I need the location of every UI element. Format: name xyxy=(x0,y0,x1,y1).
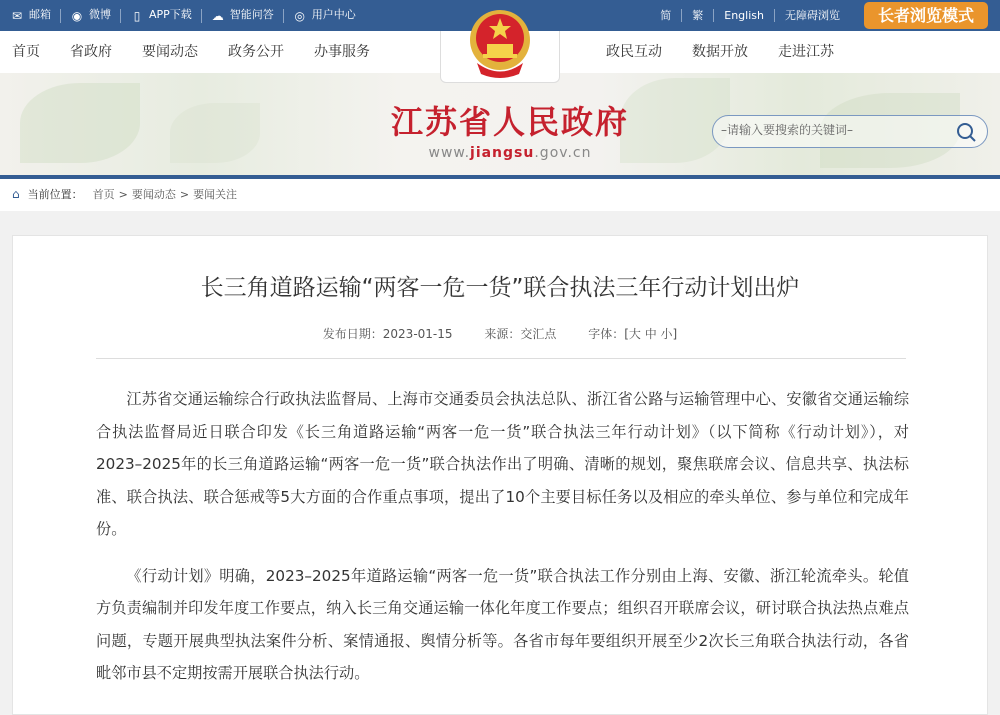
article-body xyxy=(96,383,909,690)
simplified-link[interactable]: 简 xyxy=(650,9,682,22)
weibo-icon: ◉ xyxy=(71,8,83,23)
nav-home[interactable]: 首页 xyxy=(12,43,40,60)
search-input[interactable] xyxy=(721,123,941,137)
breadcrumb-home[interactable]: 首页 xyxy=(92,187,115,201)
breadcrumb-focus[interactable]: 要闻关注 xyxy=(193,187,238,201)
search-box xyxy=(712,115,988,148)
nav-about-jiangsu[interactable]: 走进江苏 xyxy=(778,43,834,60)
traditional-link[interactable]: 繁 xyxy=(682,9,714,22)
breadcrumb-separator: > xyxy=(118,187,128,201)
title-divider xyxy=(96,358,906,359)
header-banner xyxy=(0,73,1000,175)
paragraph: 《行动计划》明确，2023–2025年道路运输“两客一危一货”联合执法工作分别由上海、安徽、浙江轮流牵头。轮值方负责编制并印发年度工作要点，纳入长三角交通运输一体化年度工作要点；组织召开联席会议，研讨联合执法热点难点问题，专题开展典型执法案件分析、案情通报、舆情分析等。各省市每年要组织开展至少2次长三角联合执法行动，各省毗邻市县不定期按需开展联合执法行动。 xyxy=(96,566,909,682)
chat-icon: ☁ xyxy=(211,8,224,23)
breadcrumb-label: 当前位置： xyxy=(27,187,83,201)
article-card xyxy=(12,235,988,715)
nav-gov-affairs[interactable]: 政务公开 xyxy=(228,43,284,60)
search-icon[interactable] xyxy=(955,121,977,143)
article-meta xyxy=(13,326,987,342)
elder-mode-button[interactable]: 长者浏览模式 xyxy=(864,2,988,29)
nav-news[interactable]: 要闻动态 xyxy=(142,43,198,60)
nav-province-gov[interactable]: 省政府 xyxy=(70,43,112,60)
mail-link[interactable]: ✉ 邮箱 xyxy=(10,9,61,23)
nav-interaction[interactable]: 政民互动 xyxy=(606,43,662,60)
user-icon: ◎ xyxy=(294,8,306,23)
breadcrumb-separator: > xyxy=(179,187,190,201)
article-source: 来源：交汇点 xyxy=(484,327,557,341)
breadcrumb xyxy=(0,179,1000,211)
nav-services[interactable]: 办事服务 xyxy=(314,43,370,60)
weibo-link[interactable]: ◉ 微博 xyxy=(61,9,121,23)
site-title: 江苏省人民政府 xyxy=(390,103,629,141)
phone-icon: ▯ xyxy=(133,8,141,23)
breadcrumb-news[interactable]: 要闻动态 xyxy=(131,187,176,201)
paragraph: 江苏省交通运输综合行政执法监督局、上海市交通委员会执法总队、浙江省公路与运输管理中心、安徽省交通运输综合执法监督局近日联合印发《长三角道路运输“两客一危一货”联合执法三年行动计划》（以下简称《行动计划》），对2023–2025年的长三角道路运输“两客一危一货”联合执法作出了明确、清晰的规划，聚焦联席会议、信息共享、执法标准、联合执法、联合惩戒等5大方面的合作重点事项，提出了10个主要目标任务以及相应的牵头单位、参与单位和完成年份。 xyxy=(96,390,909,538)
home-icon: ⌂ xyxy=(12,187,20,202)
font-size-control[interactable]: 字体：[大 中 小] xyxy=(588,327,678,341)
accessibility-link[interactable]: 无障碍浏览 xyxy=(784,9,840,22)
article-title: 长三角道路运输“两客一危一货”联合执法三年行动计划出炉 xyxy=(200,275,800,301)
nav-open-data[interactable]: 数据开放 xyxy=(692,43,748,60)
user-center-link[interactable]: ◎ 用户中心 xyxy=(294,8,356,23)
mail-icon: ✉ xyxy=(11,8,23,23)
smart-qa-link[interactable]: ☁ 智能问答 xyxy=(202,9,284,23)
publish-date: 发布日期：2023-01-15 xyxy=(322,327,453,341)
national-emblem-logo[interactable] xyxy=(467,8,533,78)
app-download-link[interactable]: ▯ APP下载 xyxy=(121,9,202,23)
english-link[interactable]: English xyxy=(714,9,775,22)
site-url: www.jiangsu.gov.cn xyxy=(428,145,592,161)
